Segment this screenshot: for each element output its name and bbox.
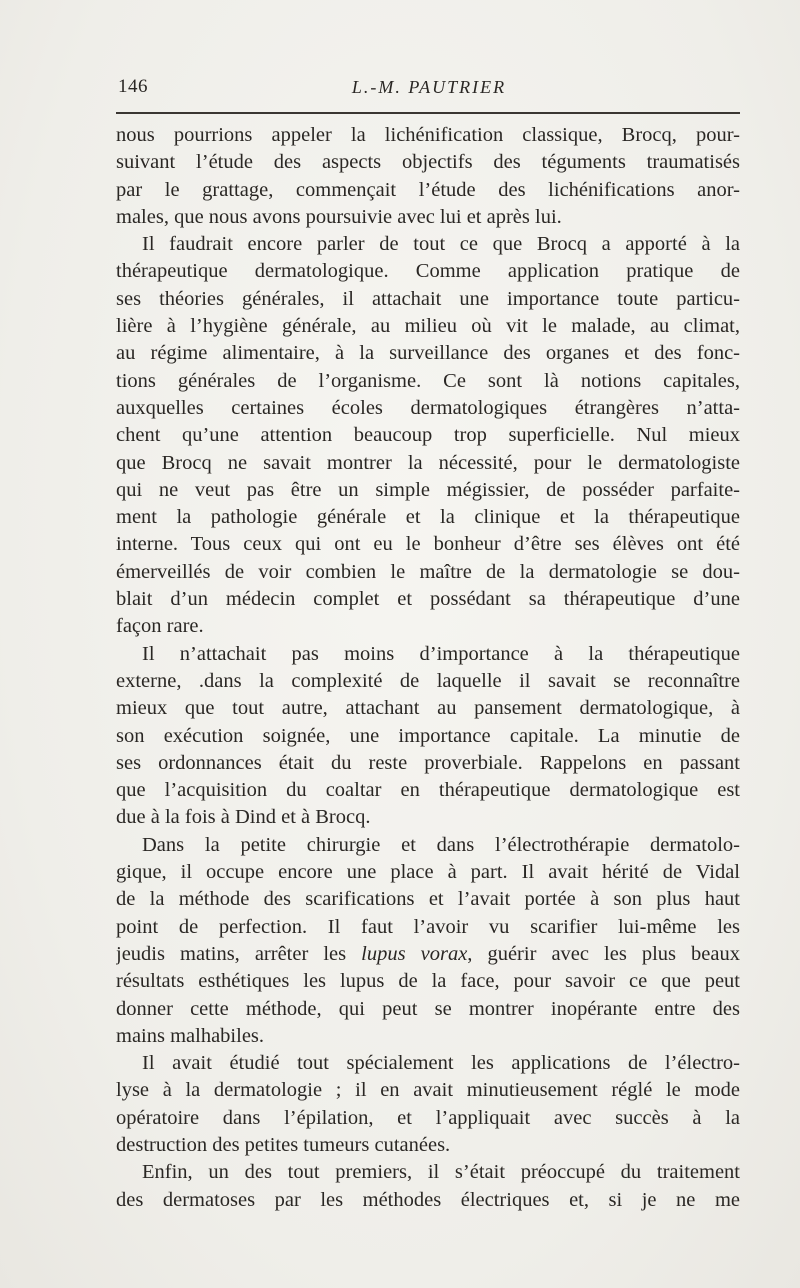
text-line: son exécution soignée, une importance capitale. La minutie de (116, 724, 740, 747)
text-line (116, 941, 740, 968)
text-line: façon rare. (116, 615, 204, 638)
text-line: Il n’attachait pas moins d’importance à la thérapeutique (142, 642, 740, 665)
text-line: point de perfection. Il faut l’avoir vu scarifier lui-même les (116, 915, 740, 938)
page-header (118, 76, 740, 106)
running-head: L.-M. PAUTRIER (351, 77, 507, 97)
text-line: ment la pathologie générale et la clinique et la thérapeutique (116, 506, 740, 529)
text-line: chent qu’une attention beaucoup trop superficielle. Nul mieux (116, 424, 740, 447)
page-number: 146 (118, 76, 148, 97)
text-line: tions générales de l’organisme. Ce sont là notions capitales, (116, 369, 740, 392)
text-line: que l’acquisition du coaltar en thérapeutique dermatologique est (116, 779, 740, 802)
text-line: destruction des petites tumeurs cutanées. (116, 1133, 451, 1156)
text-line: ses théories générales, il attachait une importance toute particu- (116, 287, 740, 310)
text-line: opératoire dans l’épilation, et l’appliquait avec succès à la (116, 1106, 740, 1129)
italic-term: lupus vorax (361, 942, 468, 965)
text-line: par le grattage, commençait l’étude des lichénifications anor- (116, 178, 740, 201)
text-line: Il faudrait encore parler de tout ce que Brocq a apporté à la (142, 233, 740, 256)
body-text (116, 122, 740, 1214)
text-line: au régime alimentaire, à la surveillance des organes et des fonc- (116, 342, 740, 365)
text-line: résultats esthétiques les lupus de la face, pour savoir ce que peut (116, 970, 740, 993)
text-line: nous pourrions appeler la lichénification classique, Brocq, pour- (116, 124, 740, 146)
text-run: jeudis matins, arrêter les (116, 942, 362, 965)
text-line: lyse à la dermatologie ; il en avait minutieusement réglé le mode (116, 1079, 740, 1102)
text-line: émerveillés de voir combien le maître de la dermatologie se dou- (116, 560, 740, 583)
text-run: , guérir avec les plus beaux (467, 942, 740, 965)
header-rule (116, 112, 740, 114)
text-line: de la méthode des scarifications et l’avait portée à son plus haut (116, 888, 740, 911)
text-line: interne. Tous ceux qui ont eu le bonheur d’être ses élèves ont été (116, 533, 740, 556)
text-line: donner cette méthode, qui peut se montrer inopérante entre des (116, 997, 740, 1020)
text-line: lière à l’hygiène générale, au milieu où vit le malade, au climat, (116, 315, 740, 338)
text-line: externe, .dans la complexité de laquelle il savait se reconnaître (116, 669, 740, 692)
text-line: des dermatoses par les méthodes électriques et, si je ne me (116, 1188, 740, 1211)
text-line: mains malhabiles. (116, 1024, 265, 1047)
text-line: mieux que tout autre, attachant au pansement dermatologique, à (116, 697, 740, 720)
text-line: thérapeutique dermatologique. Comme application pratique de (116, 260, 740, 283)
text-line: males, que nous avons poursuivie avec lui et après lui. (116, 205, 562, 228)
text-line: ses ordonnances était du reste proverbiale. Rappelons en passant (116, 751, 740, 774)
text-line: qui ne veut pas être un simple mégissier, de posséder parfaite- (116, 478, 740, 501)
text-line: auxquelles certaines écoles dermatologiques étrangères n’atta- (116, 396, 740, 419)
text-line: suivant l’étude des aspects objectifs des téguments traumatisés (116, 151, 740, 174)
text-line: due à la fois à Dind et à Brocq. (116, 806, 371, 829)
text-line: Il avait étudié tout spécialement les applications de l’électro- (142, 1052, 740, 1075)
text-line: que Brocq ne savait montrer la nécessité, pour le dermatologiste (116, 451, 740, 474)
text-line: Enfin, un des tout premiers, il s’était préoccupé du traitement (142, 1161, 740, 1184)
text-line: Dans la petite chirurgie et dans l’électrothérapie dermatolo- (142, 833, 740, 856)
text-line: gique, il occupe encore une place à part. Il avait hérité de Vidal (116, 861, 740, 884)
text-line: blait d’un médecin complet et possédant sa thérapeutique d’une (116, 588, 740, 611)
